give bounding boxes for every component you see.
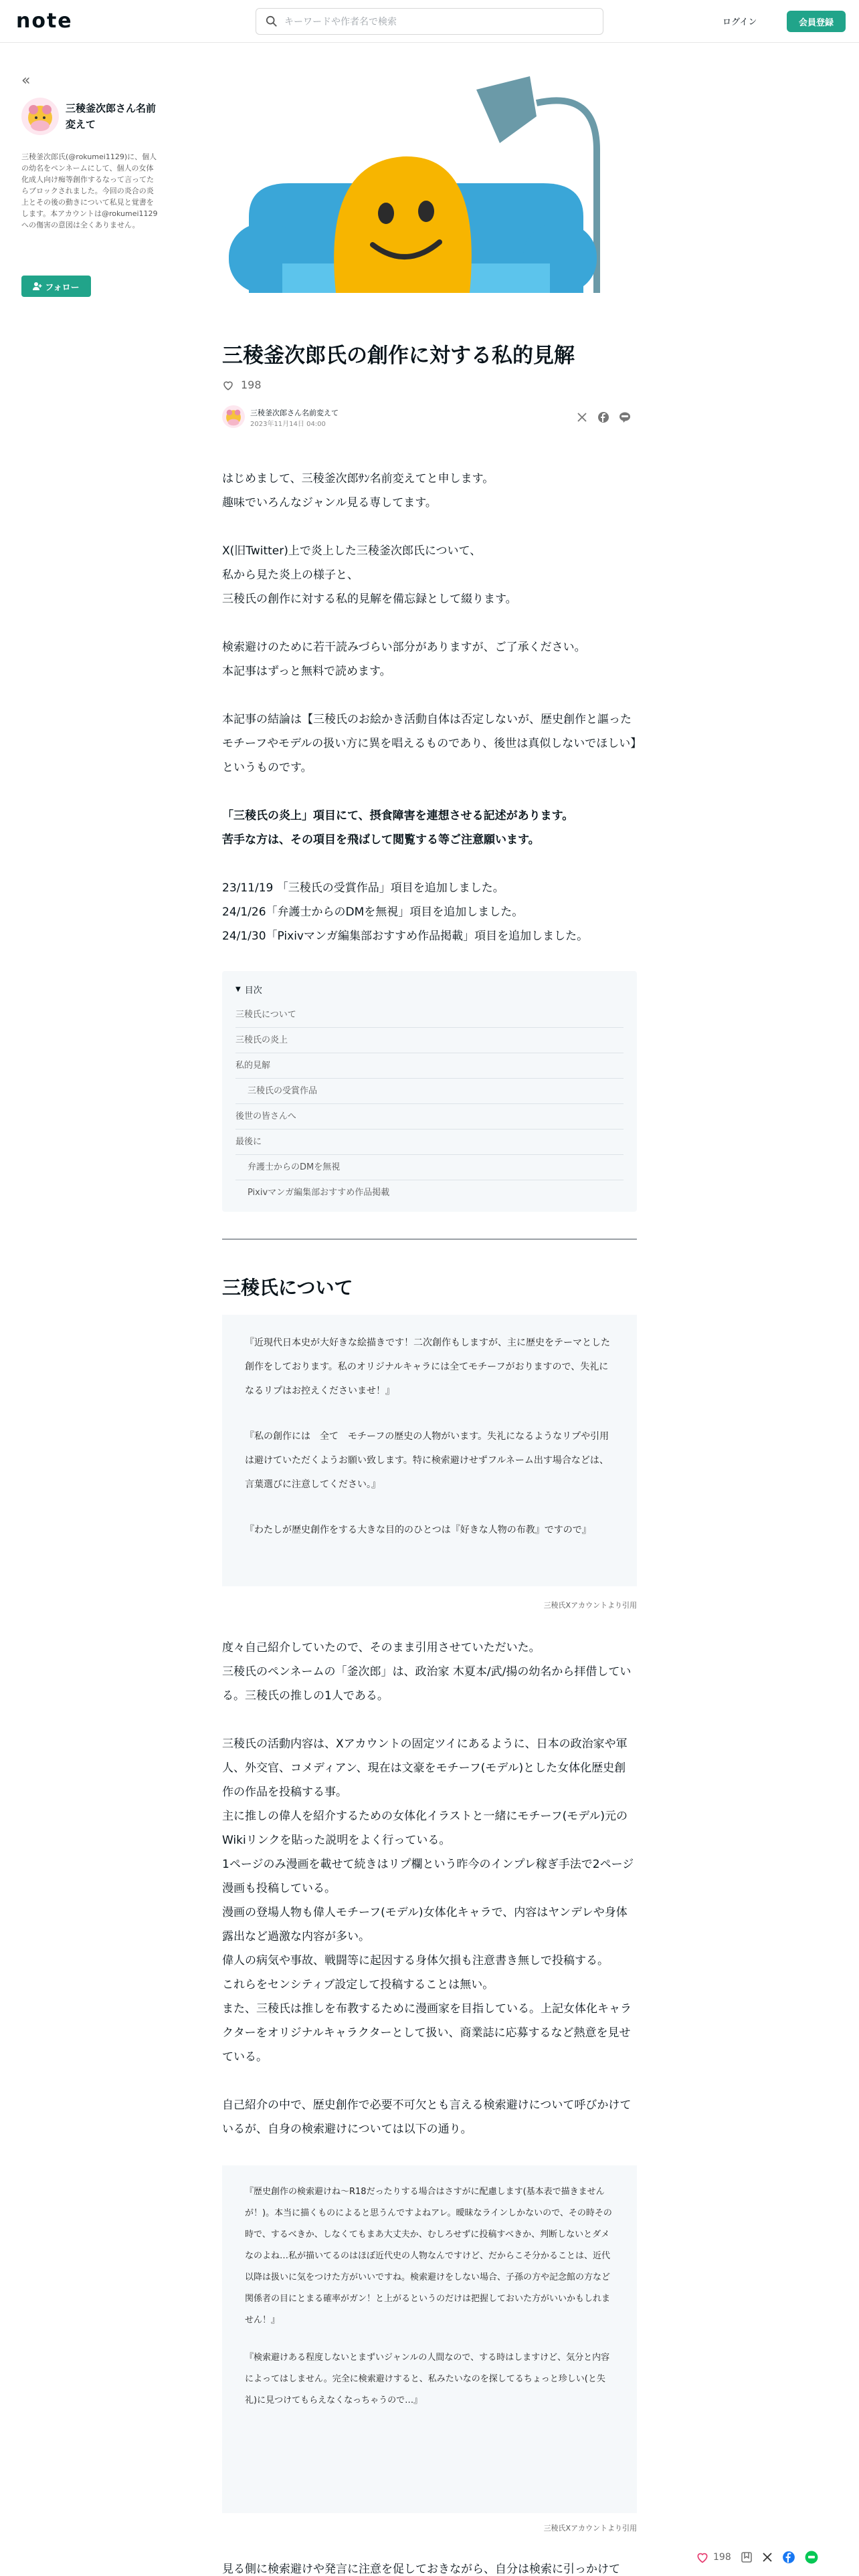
quote-text: 『私の創作には 全て モチーフの歴史の人物がいます。失礼になるようなリプや引用は避けていただくようお願い致します。特に検索避けせずフルネーム出す場合などは、言葉選びに注意してください。』 xyxy=(245,1431,609,1490)
site-header xyxy=(0,0,859,43)
toc-item[interactable]: 最後に xyxy=(235,1130,624,1155)
section-divider xyxy=(222,1239,637,1240)
paragraph: 私から見た炎上の様子と、 xyxy=(222,568,359,582)
follow-label: フォロー xyxy=(45,282,80,293)
quote-text: 『わたしが歴史創作をする大きな目的のひとつは『好きな人物の布教』ですので』 xyxy=(245,1525,591,1535)
paragraph: 自己紹介の中で、歴史創作で必要不可欠とも言える検索避けについて呼びかけているが、自身の検索避けについては以下の通り。 xyxy=(222,2099,632,2136)
section-body xyxy=(222,1636,637,2141)
heart-icon[interactable] xyxy=(222,379,234,391)
update-note: 24/1/26「弁護士からのDMを無視」項目を追加しました。 xyxy=(222,905,524,919)
article-intro xyxy=(222,467,637,948)
warning-line: 苦手な方は、その項目を飛ばして閲覧する等ご注意願います。 xyxy=(222,833,540,847)
publish-date: 2023年11月14日 04:00 xyxy=(250,421,326,428)
paragraph: 偉人の病気や事故、戦闘等に起因する身体欠損も注意書き無しで投稿する。 xyxy=(222,1954,609,1967)
facebook-share-icon[interactable] xyxy=(782,2551,795,2564)
line-share-icon[interactable] xyxy=(805,2551,818,2564)
author-avatar[interactable] xyxy=(222,405,245,428)
paragraph: はじめまして、三稜釜次郎ｻﾝ名前変えてと申します。 xyxy=(222,472,494,486)
like-area[interactable] xyxy=(222,379,262,391)
paragraph xyxy=(222,683,637,708)
toc-item[interactable]: 三稜氏の受賞作品 xyxy=(235,1079,624,1104)
login-link[interactable]: ログイン xyxy=(723,17,757,27)
update-note: 23/11/19 「三稜氏の受賞作品」項目を追加しました。 xyxy=(222,881,504,895)
quote-text: 『近現代日本史が大好きな絵描きです！二次創作もしますが、主に歴史をテーマとした創作をしております。私のオリジナルキャラには全てモチーフがおりますので、失礼になるリプはお控えくださいませ！』 xyxy=(245,1337,610,1396)
creator-description: 三稜釜次郎氏(@rokumei1129)に、個人の幼名をペンネームにして、個人の女体化成人向け痴等創作するなって言ってたらブロックされました。今回の炎合の炎上とその後の動きについて私見と覚書をします。本アカウントは@rokumei1129への傷害の意図は全くありません。 xyxy=(21,152,158,229)
paragraph xyxy=(222,2069,637,2093)
paragraph: 1ページのみ漫画を載せて続きはリプ欄という昨今のインプレ稼ぎ手法で2ページ漫画も投稿している。 xyxy=(222,1858,634,1895)
like-count: 198 xyxy=(241,379,262,391)
toc-item[interactable]: 三稜氏について xyxy=(235,1002,624,1028)
like-count: 198 xyxy=(713,2552,731,2563)
search-icon xyxy=(266,15,278,27)
caret-down-icon: ▼ xyxy=(235,986,241,993)
toc-item[interactable]: Pixivマンガ編集部おすすめ作品掲載 xyxy=(248,1188,390,1198)
paragraph: 趣味でいろんなジャンル見る専してます。 xyxy=(222,496,437,510)
paragraph: これらをセンシティブ設定して投稿することは無い。 xyxy=(222,1978,494,1992)
toc-item[interactable]: 私的見解 xyxy=(235,1053,624,1079)
eyecatch-image xyxy=(222,70,637,293)
warning-line: 「三稜氏の炎上」項目にて、摂食障害を連想させる記述があります。 xyxy=(222,809,574,823)
note-logo[interactable]: note xyxy=(16,9,73,33)
quote-text: 『検索避けある程度しないとまずいジャンルの人間なので、する時はしますけど、気分と内容によってはしません。完全に検索避けすると、私みたいなのを探してるちょっと珍しい(と失礼)に見つけてもらえなくなっちゃうので…』 xyxy=(245,2353,610,2405)
search-input[interactable] xyxy=(284,13,592,31)
article-title: 三稜釜次郎氏の創作に対する私的見解 xyxy=(222,344,575,368)
spacer xyxy=(222,852,637,876)
quote-block xyxy=(222,1315,637,1586)
avatar[interactable] xyxy=(21,98,59,135)
signup-button[interactable]: 会員登録 xyxy=(787,11,846,32)
paragraph: 三稜氏の創作に対する私的見解を備忘録として綴ります。 xyxy=(222,593,517,606)
paragraph xyxy=(222,611,637,635)
bookmark-icon[interactable] xyxy=(741,2551,753,2563)
paragraph: 本記事の結論は【三稜氏のお絵かき活動自体は否定しないが、歴史創作と謳ったモチーフやモデルの扱い方に異を唱えるものであり、後世は真似しないでほしい】というものです。 xyxy=(222,713,636,774)
quote-block xyxy=(222,2165,637,2513)
toc-heading: 目次 xyxy=(244,986,262,996)
paragraph xyxy=(222,515,637,539)
toc-item[interactable]: 後世の皆さんへ xyxy=(235,1104,624,1130)
search-box[interactable] xyxy=(256,8,603,35)
spacer xyxy=(222,780,637,804)
author-name[interactable]: 三稜釜次郎さん名前変えて xyxy=(250,409,339,417)
update-note: 24/1/30「Pixivマンガ編集部おすすめ作品掲載」項目を追加しました。 xyxy=(222,930,589,943)
paragraph: 三稜氏のペンネームの「釜次郎」は、政治家 木夏本/武/揚の幼名から拝借している。三稜氏の推しの1人である。 xyxy=(222,1665,632,1703)
paragraph xyxy=(222,1708,637,1732)
x-share-icon[interactable] xyxy=(575,411,589,424)
user-plus-icon xyxy=(33,282,42,291)
follow-button[interactable] xyxy=(21,276,91,297)
warning-text xyxy=(222,804,637,828)
toc-item[interactable]: 三稜氏の炎上 xyxy=(235,1028,624,1053)
heart-icon xyxy=(696,2551,709,2564)
section-body-tail xyxy=(222,2557,637,2576)
quote-text: 『歴史創作の検索避けね〜R18だったりする場合はさすがに配慮します(基本表で描きませんが！)。本当に描くものによると思うんですよねアレ。曖昧なラインしかないので、その時その時で、するべきか、しなくてもまあ大丈夫か、むしろせずに投稿すべきか、判断しないとダメなのよね…私が描いてるのはほぼ近代史の人物なんですけど、だからこそ分かることは、近代以降は扱いに気をつけた方がいいですね。検索避けをしない場合、子孫の方や記念館の方など関係者の目にとまる確率がガン！と上がるというのだけは把握しておいた方がいいかもしれません！』 xyxy=(245,2187,612,2325)
paragraph: また、三稜氏は推しを布教するために漫画家を目指している。上記女体化キャラクターをオリジナルキャラクターとして扱い、商業誌に応募するなど熱意を見せている。 xyxy=(222,2002,632,2064)
author-row xyxy=(222,405,637,429)
table-of-contents xyxy=(222,971,637,1212)
x-share-icon[interactable] xyxy=(762,2552,773,2563)
paragraph: 主に推しの偉人を紹介するための女体化イラストと一緒にモチーフ(モデル)元のWikiリンクを貼った説明をよく行っている。 xyxy=(222,1810,628,1847)
paragraph: X(旧Twitter)上で炎上した三稜釜次郎氏について、 xyxy=(222,544,482,558)
paragraph: 検索避けのために若干読みづらい部分がありますが、ご了承ください。 xyxy=(222,641,586,654)
warning-text xyxy=(222,828,637,852)
paragraph: 三稜氏の活動内容は、Xアカウントの固定ツイにあるように、日本の政治家や軍人、外交官、コメディアン、現在は文豪をモチーフ(モデル)とした女体化歴史創作の作品を投稿する事。 xyxy=(222,1737,628,1799)
facebook-share-icon[interactable] xyxy=(597,411,610,424)
floating-action-bar xyxy=(696,2545,818,2569)
toc-toggle[interactable] xyxy=(235,983,624,996)
paragraph: 本記事はずっと無料で読めます。 xyxy=(222,665,391,678)
quote-citation: 三稜氏Xアカウントより引用 xyxy=(543,1601,637,1610)
paragraph: 漫画の登場人物も偉人モチーフ(モデル)女体化キャラで、内容はヤンデレや身体露出など過激な内容が多い。 xyxy=(222,1906,628,1943)
section-heading: 三稜氏について xyxy=(222,1277,353,1299)
line-share-icon[interactable] xyxy=(618,411,632,424)
toc-item[interactable]: 弁護士からのDMを無視 xyxy=(235,1155,624,1180)
paragraph: 度々自己紹介していたので、そのまま引用させていただいた。 xyxy=(222,1641,541,1654)
double-chevron-left-icon[interactable]: « xyxy=(21,72,31,89)
like-button[interactable] xyxy=(696,2551,731,2564)
quote-citation: 三稜氏Xアカウントより引用 xyxy=(543,2524,637,2533)
creator-name[interactable]: 三稜釜次郎さん名前変えて xyxy=(66,102,157,130)
paragraph: 見る側に検索避けや発言に注意を促しておきながら、自分は検索に引っかけて xyxy=(222,2563,620,2576)
